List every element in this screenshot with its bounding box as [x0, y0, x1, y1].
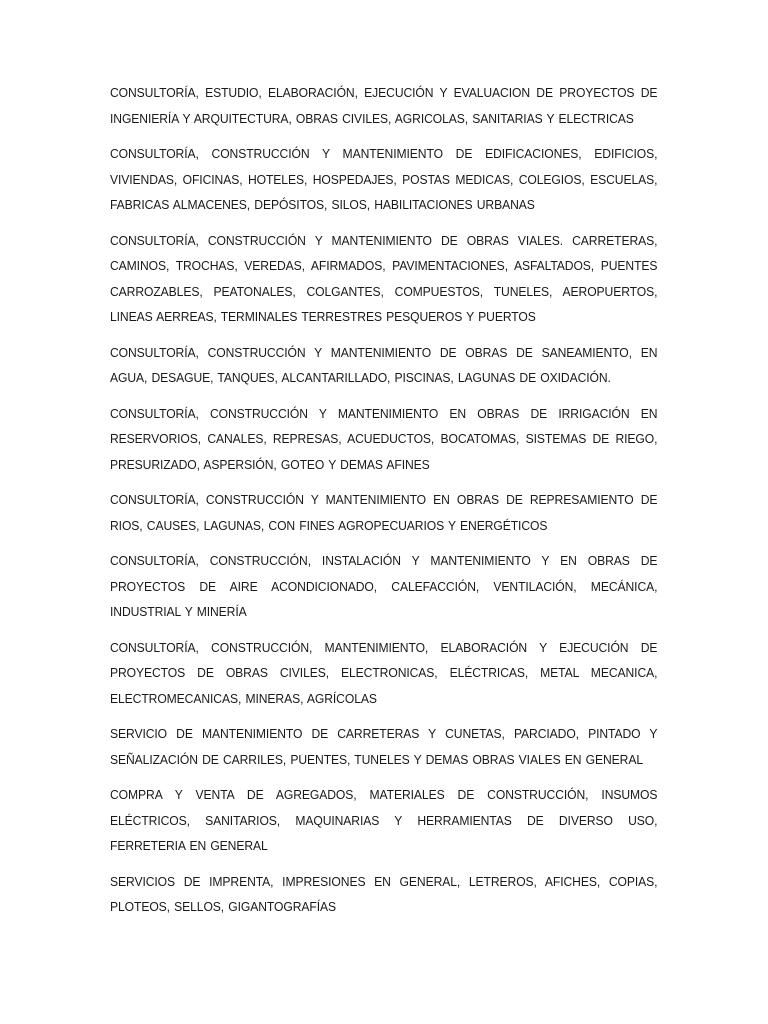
- paragraph-9: SERVICIO DE MANTENIMIENTO DE CARRETERAS Y CUNETAS, PARCIADO, PINTADO Y SEÑALIZACIÓN DE CARRILES, PUENTES, TUNELES Y DEMAS OBRAS VIALES EN GENERAL: [110, 726, 658, 767]
- paragraph-5: CONSULTORÍA, CONSTRUCCIÓN Y MANTENIMIENTO EN OBRAS DE IRRIGACIÓN EN RESERVORIOS, CANALES, REPRESAS, ACUEDUCTOS, BOCATOMAS, SISTEMAS DE RIEGO, PRESURIZADO, ASPERSIÓN, GOTEO Y DEMAS AFINES: [110, 405, 658, 472]
- paragraph-8: CONSULTORÍA, CONSTRUCCIÓN, MANTENIMIENTO, ELABORACIÓN Y EJECUCIÓN DE PROYECTOS DE OBRAS CIVILES, ELECTRONICAS, ELÉCTRICAS, METAL MECANICA, ELECTROMECANICAS, MINERAS, AGRÍCOLAS: [110, 639, 658, 706]
- document-body: [110, 80, 658, 930]
- paragraph-1: CONSULTORÍA, ESTUDIO, ELABORACIÓN, EJECUCIÓN Y EVALUACION DE PROYECTOS DE INGENIERÍA Y ARQUITECTURA, OBRAS CIVILES, AGRICOLAS, SANITARIAS Y ELECTRICAS: [110, 85, 658, 126]
- paragraph-3: CONSULTORÍA, CONSTRUCCIÓN Y MANTENIMIENTO DE OBRAS VIALES. CARRETERAS, CAMINOS, TROCHAS, VEREDAS, AFIRMADOS, PAVIMENTACIONES, ASFALTADOS, PUENTES CARROZABLES, PEATONALES, COLGANTES, COMPUESTOS, TUNELES, AEROPUERTOS, LINEAS AERREAS, TERMINALES TERRESTRES PESQUEROS Y PUERTOS: [110, 232, 658, 324]
- paragraph-4: CONSULTORÍA, CONSTRUCCIÓN Y MANTENIMIENTO DE OBRAS DE SANEAMIENTO, EN AGUA, DESAGUE, TANQUES, ALCANTARILLADO, PISCINAS, LAGUNAS DE OXIDACIÓN.: [110, 344, 658, 385]
- paragraph-10: COMPRA Y VENTA DE AGREGADOS, MATERIALES DE CONSTRUCCIÓN, INSUMOS ELÉCTRICOS, SANITARIOS, MAQUINARIAS Y HERRAMIENTAS DE DIVERSO USO, FERRETERIA EN GENERAL: [110, 787, 658, 853]
- paragraph-6: CONSULTORÍA, CONSTRUCCIÓN Y MANTENIMIENTO EN OBRAS DE REPRESAMIENTO DE RIOS, CAUSES, LAGUNAS, CON FINES AGROPECUARIOS Y ENERGÉTICOS: [110, 492, 658, 533]
- paragraph-11: SERVICIOS DE IMPRENTA, IMPRESIONES EN GENERAL, LETREROS, AFICHES, COPIAS, PLOTEOS, SELLOS, GIGANTOGRAFÍAS: [110, 873, 658, 914]
- paragraph-2: CONSULTORÍA, CONSTRUCCIÓN Y MANTENIMIENTO DE EDIFICACIONES, EDIFICIOS, VIVIENDAS, OFICINAS, HOTELES, HOSPEDAJES, POSTAS MEDICAS, COLEGIOS, ESCUELAS, FABRICAS ALMACENES, DEPÓSITOS, SILOS, HABILITACIONES URBANAS: [110, 146, 658, 212]
- paragraph-7: CONSULTORÍA, CONSTRUCCIÓN, INSTALACIÓN Y MANTENIMIENTO Y EN OBRAS DE PROYECTOS DE AIRE ACONDICIONADO, CALEFACCIÓN, VENTILACIÓN, MECÁNICA, INDUSTRIAL Y MINERÍA: [110, 553, 658, 619]
